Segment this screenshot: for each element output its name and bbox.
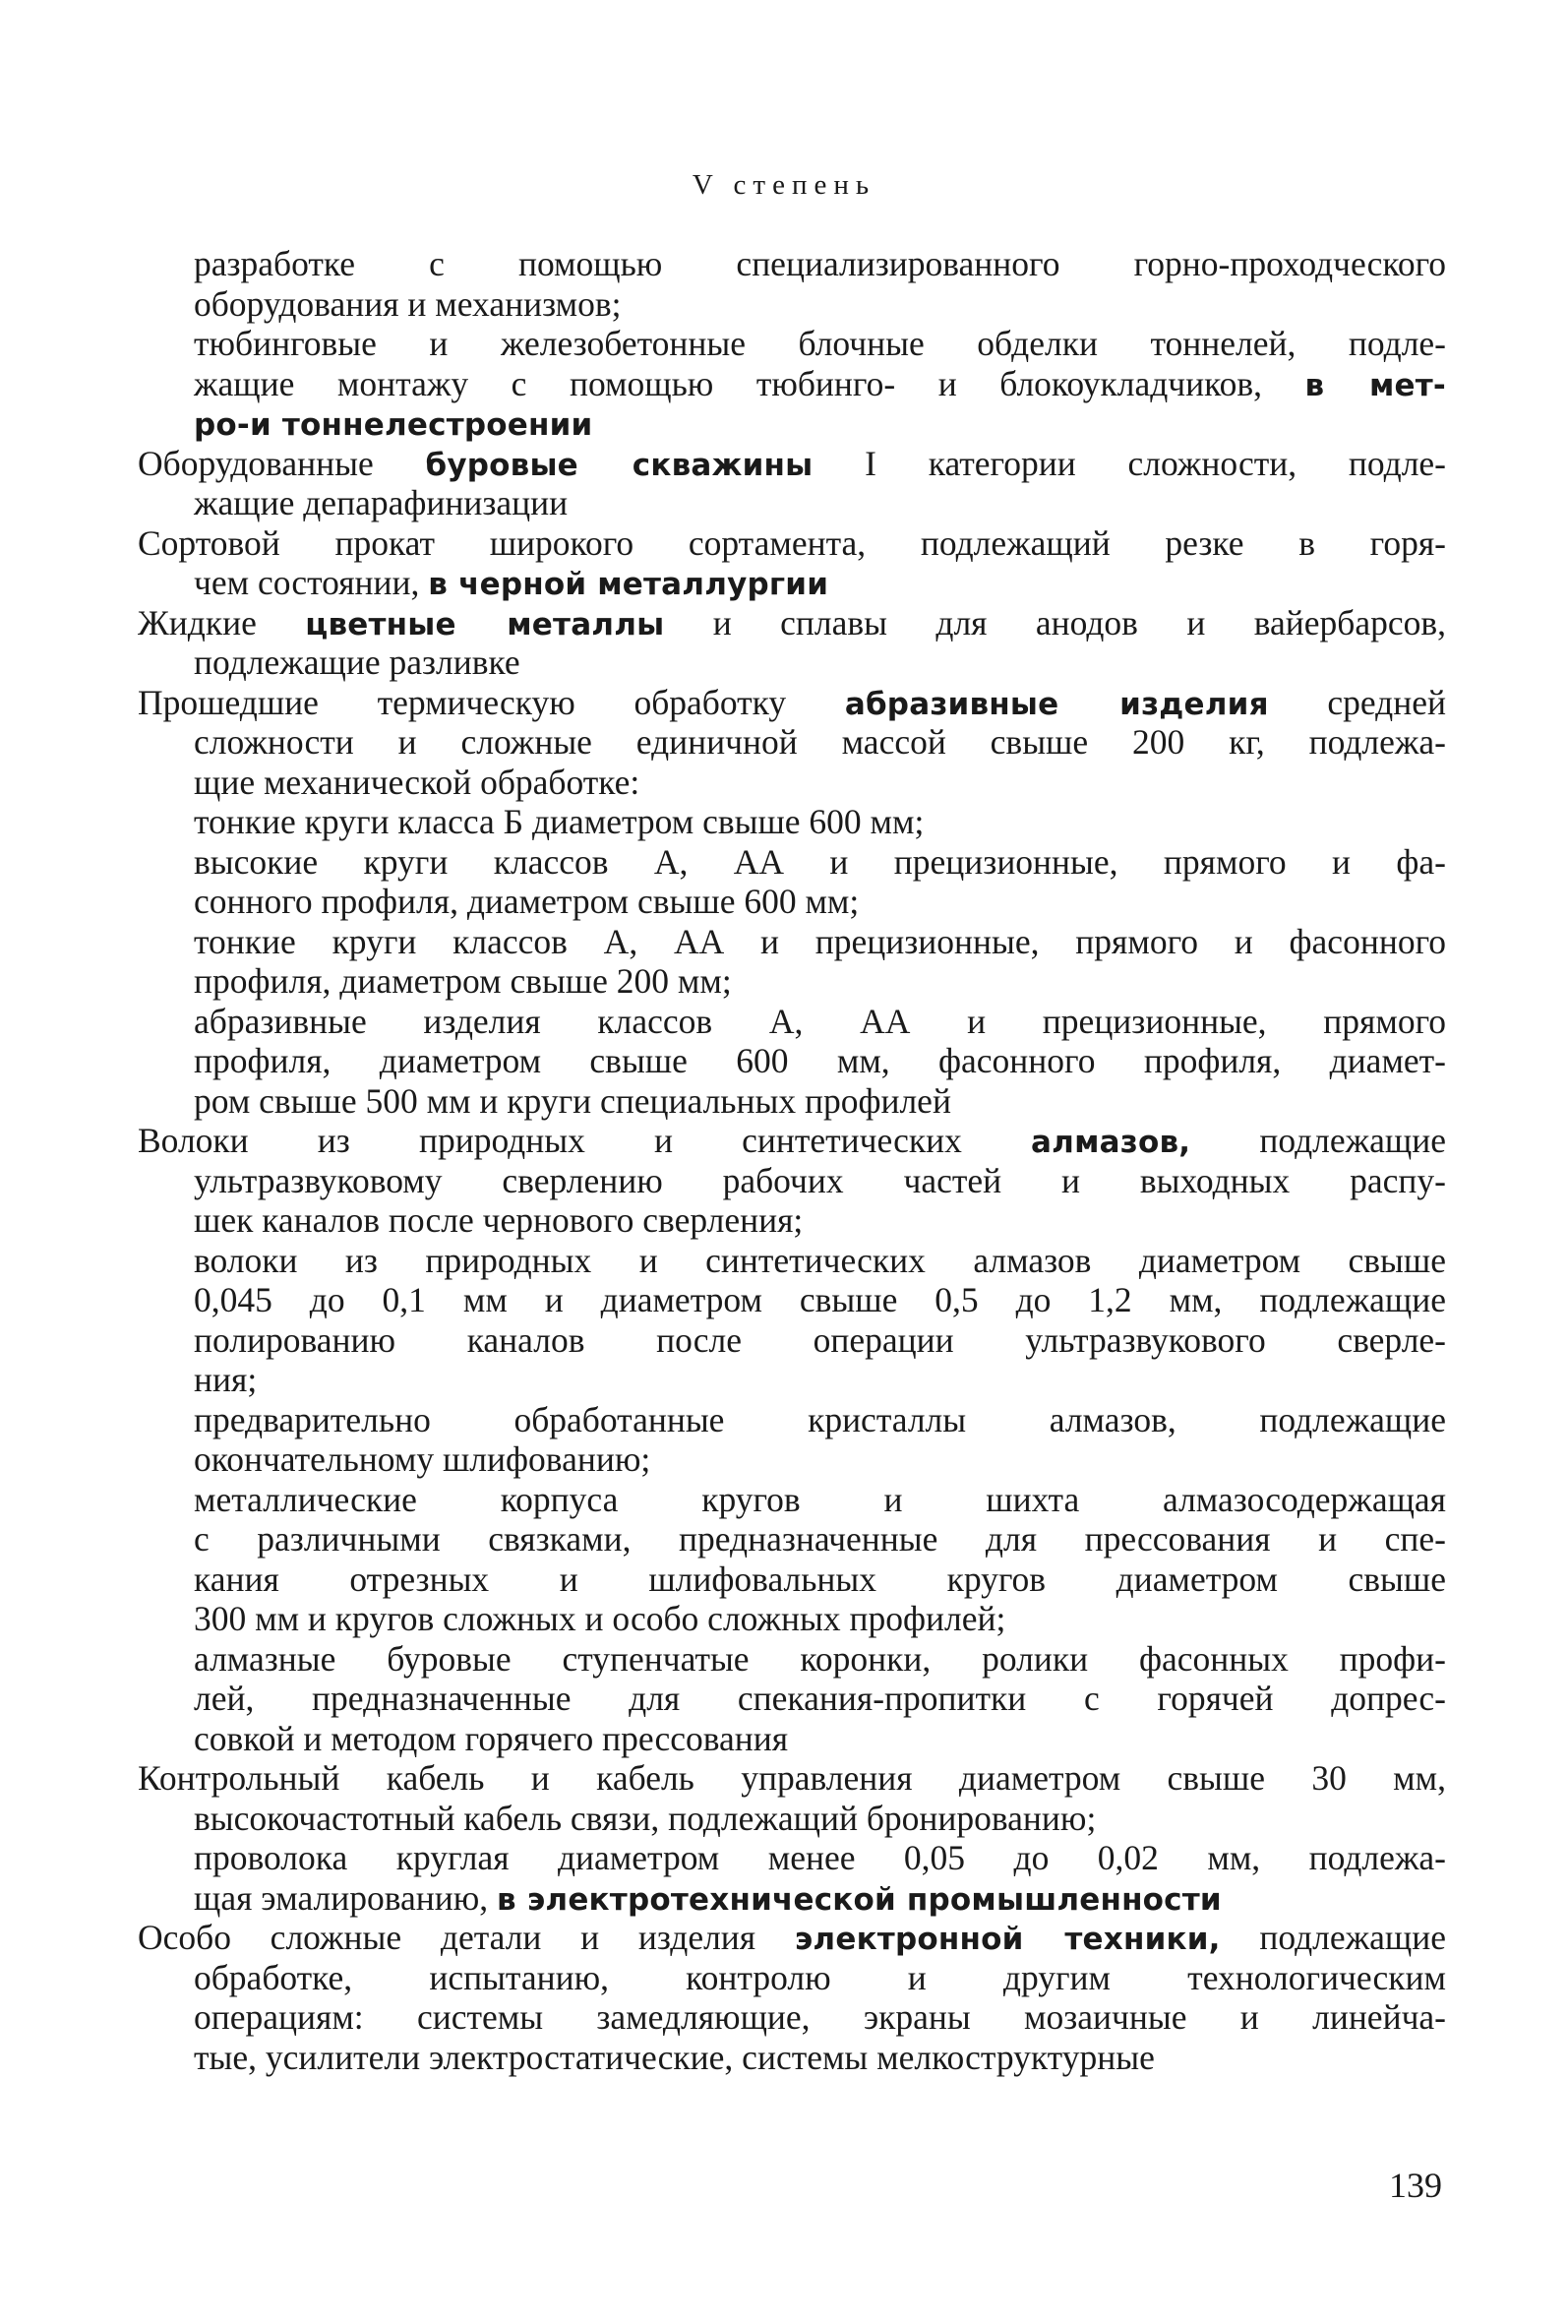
text-run: сонного профиля, диаметром свыше 600 мм; <box>194 882 860 921</box>
text-run: ния; <box>194 1360 258 1399</box>
text-line <box>138 364 1446 404</box>
text-line <box>138 1320 1446 1361</box>
text-run: щие механической обработке: <box>194 762 640 802</box>
page-number: 139 <box>1389 2166 1442 2205</box>
text-run: подлежащие <box>1190 1121 1447 1160</box>
text-run: тонкие круги класса Б диаметром свыше 600 мм; <box>194 802 925 841</box>
entry-paragraph <box>138 1758 1446 1838</box>
text-line <box>138 961 1446 1002</box>
text-run: чем состоянии, <box>194 563 429 602</box>
text-run: тонкие круги классов А, АА и прецизионные, прямого и фасонного <box>194 921 1446 961</box>
text-run: Оборудованные <box>138 443 426 483</box>
text-run: обработке, испытанию, контролю и другим технологическим <box>194 1957 1446 1997</box>
document-body <box>138 244 1446 2077</box>
text-line <box>138 642 1446 683</box>
text-run: с различными связками, предназначенные для прессования и спе- <box>194 1519 1446 1559</box>
text-line <box>138 1878 1446 1919</box>
text-run: предварительно обработанные кристаллы алмазов, подлежащие <box>194 1399 1446 1439</box>
text-line <box>138 444 1446 484</box>
text-line <box>138 523 1446 564</box>
bold-term: буровые скважины <box>425 447 814 483</box>
text-line <box>138 244 1446 284</box>
text-run: окончательному шлифованию; <box>194 1439 651 1479</box>
text-line <box>138 603 1446 643</box>
text-run: кания отрезных и шлифовальных кругов диаметром свыше <box>194 1559 1446 1599</box>
text-run: ром свыше 500 мм и круги специальных профилей <box>194 1080 951 1121</box>
bold-term: ро-и тоннелестроении <box>194 407 593 443</box>
text-line <box>138 1679 1446 1719</box>
text-run: высокие круги классов А, АА и прецизионные, прямого и фа- <box>194 841 1446 882</box>
text-run: лей, предназначенные для спекания-пропитки с горячей допрес- <box>194 1679 1446 1718</box>
text-line <box>138 403 1446 444</box>
text-run: ультразвуковому сверлению рабочих частей и выходных распу- <box>194 1160 1446 1200</box>
text-line <box>138 1200 1446 1241</box>
text-line <box>138 1560 1446 1600</box>
text-run: щая эмалированию, <box>194 1877 498 1918</box>
text-run: профиля, диаметром свыше 200 мм; <box>194 961 732 1001</box>
entry-paragraph <box>138 603 1446 683</box>
sub-entry-paragraph <box>138 1241 1446 1400</box>
text-run: жащие монтажу с помощью тюбинго- и блокоукладчиков, <box>194 363 1305 403</box>
text-line <box>138 284 1446 325</box>
text-line <box>138 1360 1446 1400</box>
sub-entry-paragraph <box>138 1639 1446 1759</box>
text-line <box>138 1997 1446 2038</box>
text-run: Прошедшие термическую обработку <box>138 682 845 722</box>
text-line <box>138 483 1446 523</box>
text-run: алмазные буровые ступенчатые коронки, ролики фасонных профи- <box>194 1638 1446 1679</box>
text-line <box>138 1280 1446 1320</box>
text-line <box>138 1719 1446 1759</box>
text-line <box>138 1121 1446 1161</box>
text-line <box>138 563 1446 603</box>
text-line <box>138 1918 1446 1958</box>
text-run: шек каналов после чернового сверления; <box>194 1200 804 1240</box>
text-line <box>138 1958 1446 1998</box>
sub-entry-paragraph <box>138 802 1446 842</box>
text-run: средней <box>1268 682 1446 722</box>
text-run: волоки из природных и синтетических алмазов диаметром свыше <box>194 1240 1446 1280</box>
text-line <box>138 1758 1446 1799</box>
sub-entry-paragraph <box>138 842 1446 922</box>
entry-paragraph <box>138 444 1446 523</box>
text-run: совкой и методом горячего прессования <box>194 1718 789 1758</box>
text-run: операциям: системы замедляющие, экраны мозаичные и линейча- <box>194 1997 1446 2037</box>
sub-entry-paragraph <box>138 324 1446 444</box>
text-run: сложности и сложные единичной массой свыше 200 кг, подлежа- <box>194 722 1446 762</box>
text-line <box>138 1599 1446 1639</box>
text-run: и сплавы для анодов и вайербарсов, <box>664 602 1447 642</box>
bold-term: электронной техники, <box>794 1922 1221 1957</box>
text-run: подлежащие <box>1220 1918 1447 1957</box>
sub-entry-paragraph <box>138 1002 1446 1122</box>
running-header: V степень <box>692 169 876 201</box>
text-run: 300 мм и кругов сложных и особо сложных профилей; <box>194 1599 1006 1638</box>
text-run: Волоки из природных и синтетических <box>138 1121 1032 1160</box>
text-line <box>138 842 1446 883</box>
text-line <box>138 1639 1446 1680</box>
text-line <box>138 1838 1446 1878</box>
text-line <box>138 2038 1446 2078</box>
text-line <box>138 882 1446 922</box>
entry-paragraph <box>138 1918 1446 2077</box>
text-run: проволока круглая диаметром менее 0,05 до 0,02 мм, подлежа- <box>194 1838 1446 1877</box>
text-line <box>138 1041 1446 1081</box>
text-run: жащие депарафинизации <box>194 483 569 522</box>
sub-entry-paragraph <box>138 1400 1446 1480</box>
text-line <box>138 1081 1446 1122</box>
text-run: разработке с помощью специализированного горно-проходческого <box>194 244 1446 283</box>
entry-paragraph <box>138 1121 1446 1241</box>
text-line <box>138 1480 1446 1520</box>
bold-term: цветные металлы <box>305 606 665 642</box>
text-run: подлежащие разливке <box>194 642 520 682</box>
text-line <box>138 324 1446 364</box>
text-run: металлические корпуса кругов и шихта алмазосодержащая <box>194 1479 1446 1519</box>
sub-entry-paragraph <box>138 1838 1446 1918</box>
text-run: тые, усилители электростатические, системы мелкоструктурные <box>194 2037 1155 2077</box>
bold-term: в электротехнической промышленности <box>497 1881 1222 1918</box>
text-run: полированию каналов после операции ультразвукового сверле- <box>194 1319 1446 1360</box>
text-line <box>138 763 1446 803</box>
text-line <box>138 1241 1446 1281</box>
sub-entry-paragraph <box>138 244 1446 324</box>
text-run: профиля, диаметром свыше 600 мм, фасонного профиля, диамет- <box>194 1041 1446 1080</box>
text-run: высокочастотный кабель связи, подлежащий бронированию; <box>194 1798 1097 1838</box>
text-line <box>138 683 1446 723</box>
text-line <box>138 1400 1446 1440</box>
text-run: абразивные изделия классов А, АА и прецизионные, прямого <box>194 1001 1446 1041</box>
bold-term: в черной металлургии <box>428 567 829 602</box>
text-run: оборудования и механизмов; <box>194 283 622 324</box>
entry-paragraph <box>138 683 1446 803</box>
text-run: 0,045 до 0,1 мм и диаметром свыше 0,5 до 1,2 мм, подлежащие <box>194 1280 1446 1319</box>
text-run: Особо сложные детали и изделия <box>138 1918 795 1957</box>
sub-entry-paragraph <box>138 922 1446 1002</box>
text-line <box>138 1519 1446 1560</box>
text-run: I категории сложности, подле- <box>813 443 1446 483</box>
entry-paragraph <box>138 523 1446 603</box>
text-line <box>138 1799 1446 1839</box>
text-run: Сортовой прокат широкого сортамента, подлежащий резке в горя- <box>138 522 1446 563</box>
text-line <box>138 722 1446 763</box>
text-line <box>138 1161 1446 1201</box>
text-run: Контрольный кабель и кабель управления диаметром свыше 30 мм, <box>138 1758 1446 1798</box>
bold-term: абразивные изделия <box>844 686 1269 722</box>
text-line <box>138 1002 1446 1042</box>
text-line <box>138 1439 1446 1480</box>
text-run: тюбинговые и железобетонные блочные обделки тоннелей, подле- <box>194 324 1446 363</box>
bold-term: алмазов, <box>1031 1125 1191 1160</box>
text-line <box>138 802 1446 842</box>
text-run: Жидкие <box>138 602 306 642</box>
sub-entry-paragraph <box>138 1480 1446 1639</box>
bold-term: в мет- <box>1304 367 1446 403</box>
text-line <box>138 922 1446 962</box>
